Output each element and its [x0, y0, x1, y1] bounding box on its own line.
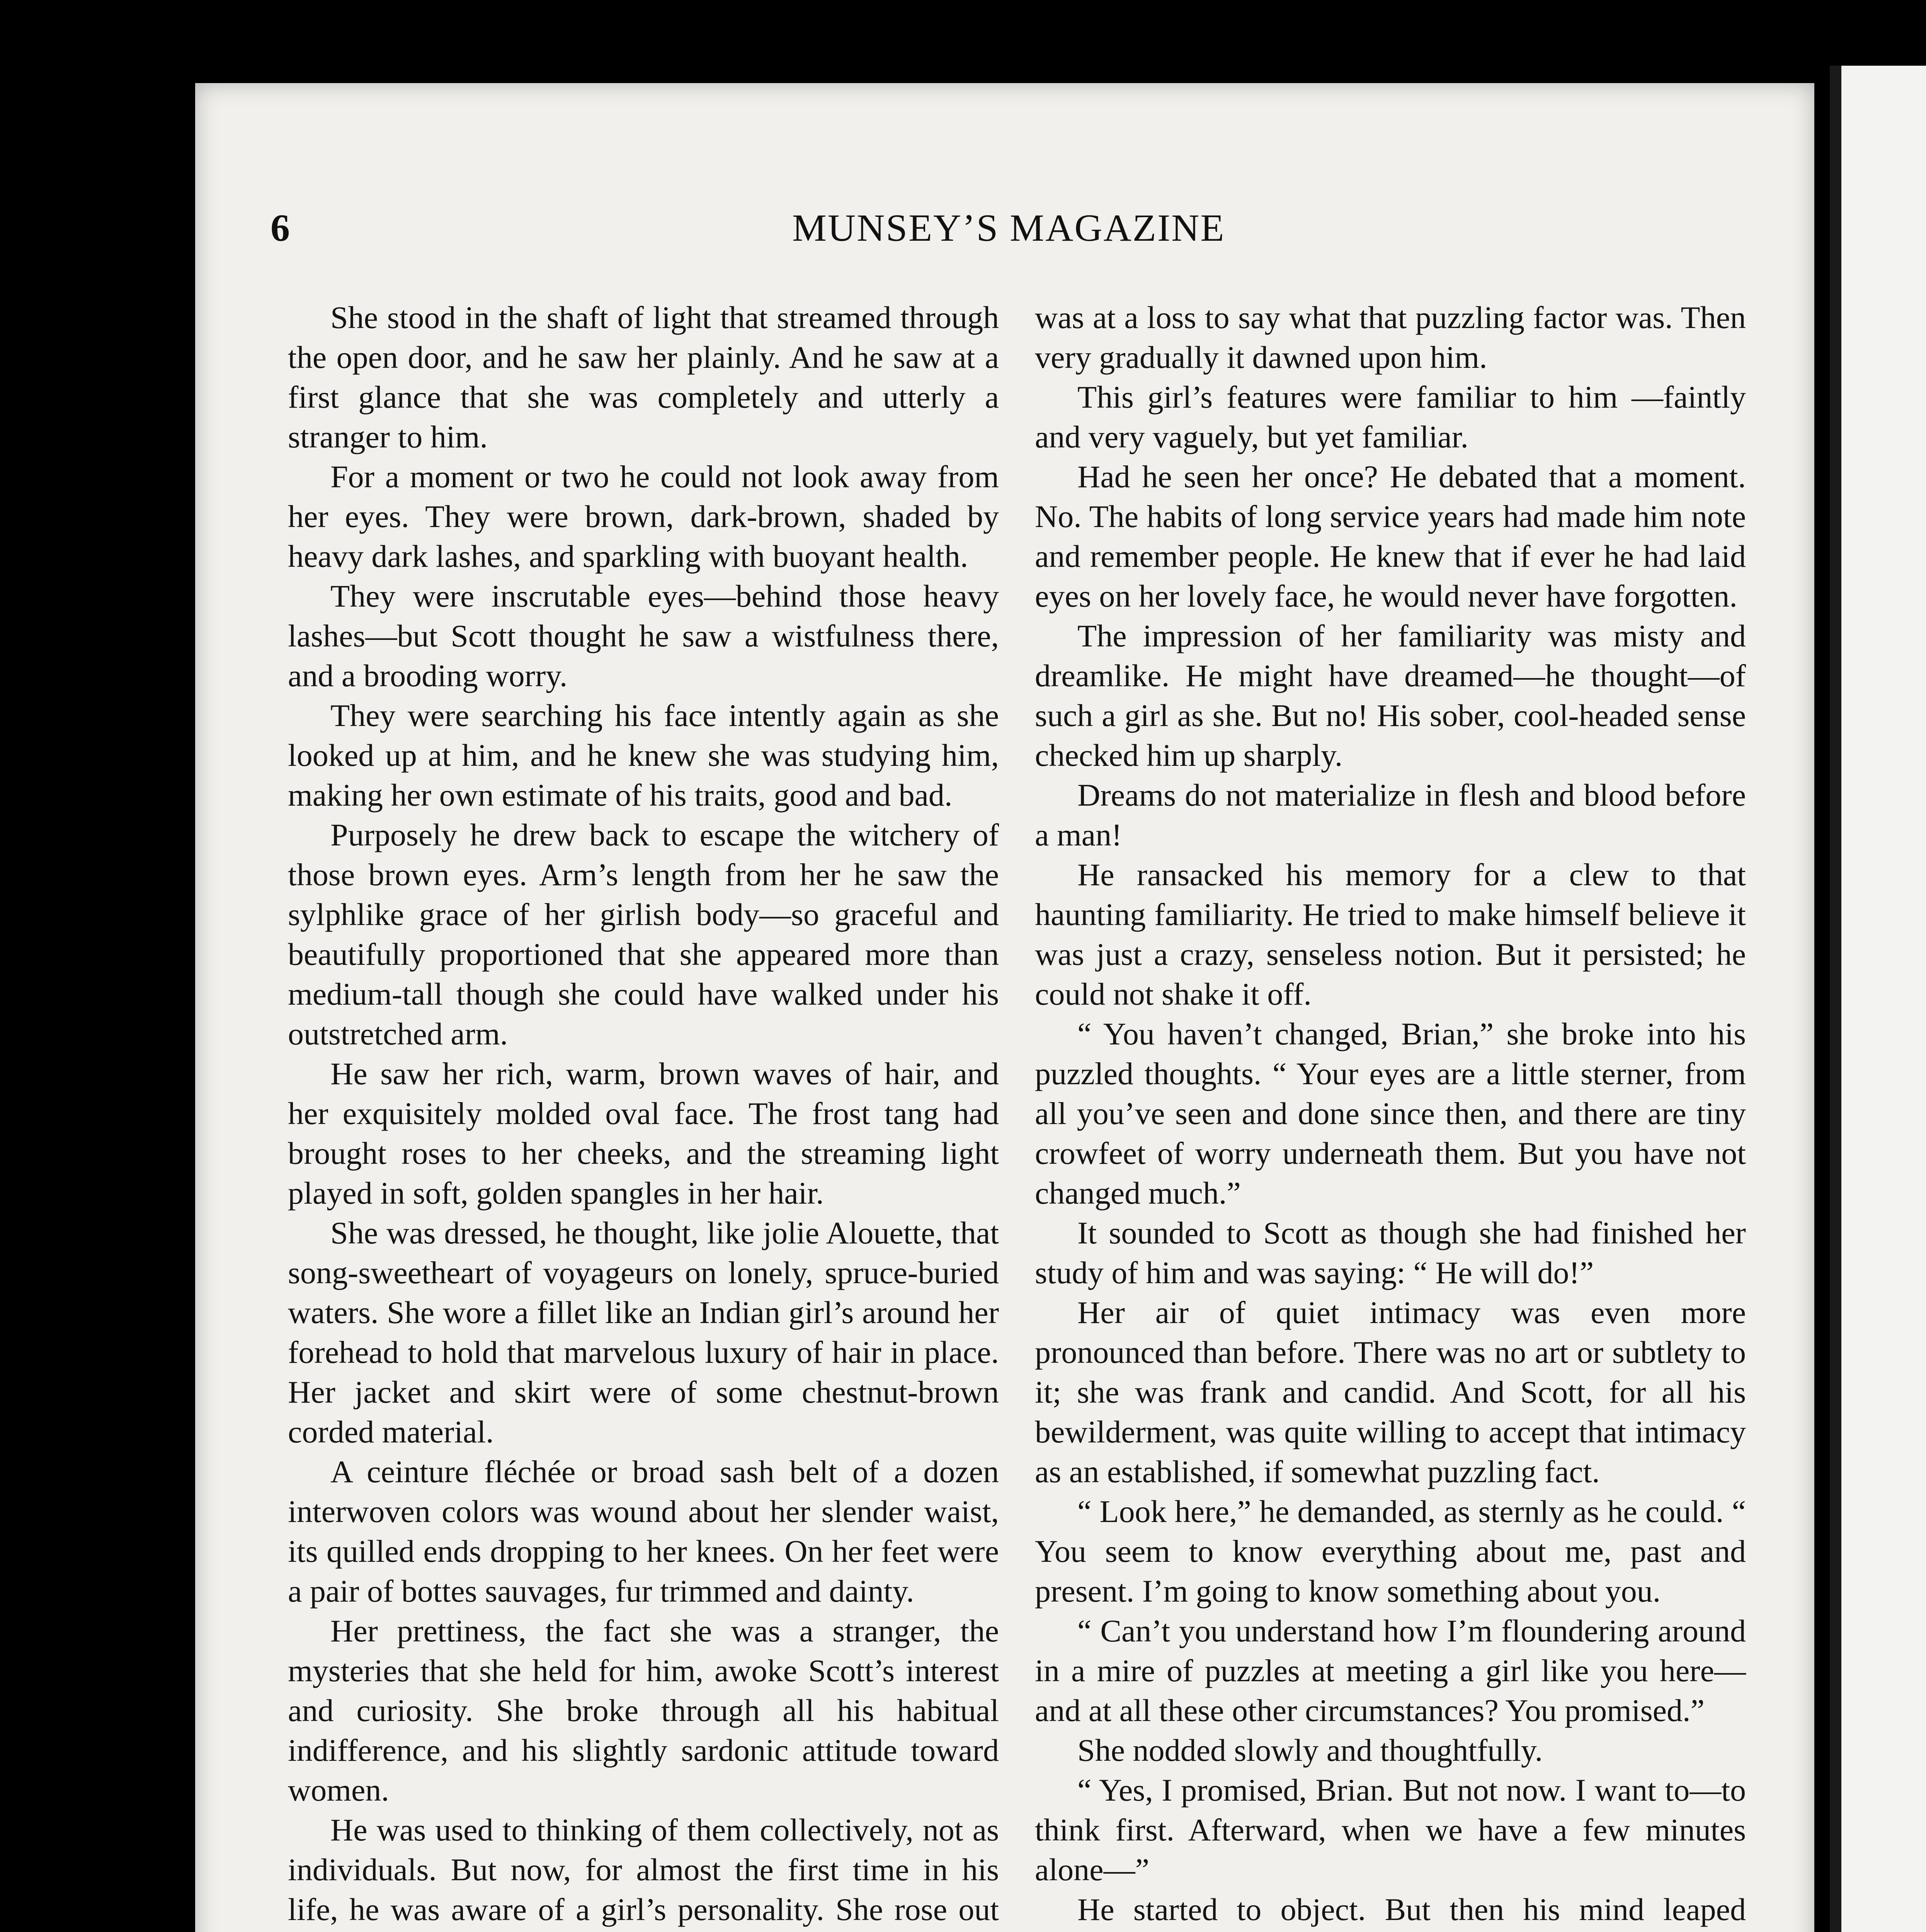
paragraph: “ Yes, I promised, Brian. But not now. I want to—to think first. Afterward, when we have a few minutes alone—” [1035, 1772, 1746, 1887]
paragraph: Purposely he drew back to escape the witchery of those brown eyes. Arm’s length from her he saw the sylphlike grace of her girlish body—so graceful and beautifully proportioned that she appeared more than medium-tall though she could have walked under his outstretched arm. [288, 817, 999, 1051]
paragraph: She was dressed, he thought, like jolie Alouette, that song-sweetheart of voyageurs on lonely, spruce-buried waters. She wore a fillet like an Indian girl’s around her forehead to hold that marvelous luxury of hair in place. Her jacket and skirt were of some chestnut-brown corded material. [288, 1215, 999, 1449]
paragraph: This girl’s features were familiar to him —faintly and very vaguely, but yet familiar. [1035, 379, 1746, 454]
paragraph: Had he seen her once? He debated that a moment. No. The habits of long service years had made him note and remember people. He knew that if ever he had laid eyes on her lovely face, he would never have forgotten. [1035, 459, 1746, 614]
page-gutter [1830, 66, 1841, 1932]
paragraph: For a moment or two he could not look away from her eyes. They were brown, dark-brown, shaded by heavy dark lashes, and sparkling with buoyant health. [288, 459, 999, 574]
paragraph: She stood in the shaft of light that streamed through the open door, and he saw her plainly. And he saw at a first glance that she was completely and utterly a stranger to him. [288, 300, 999, 454]
paragraph: Dreams do not materialize in flesh and blood before a man! [1035, 777, 1746, 852]
facing-page-edge [1830, 66, 1926, 1932]
paragraph: “ Look here,” he demanded, as sternly as he could. “ You seem to know everything about me, past and present. I’m going to know something about you. [1035, 1494, 1746, 1609]
paragraph: Her prettiness, the fact she was a stranger, the mysteries that she held for him, awoke Scott’s interest and curiosity. She broke through all his habitual indifference, and his slightly sardonic attitude toward women. [288, 1613, 999, 1808]
paragraph: Her air of quiet intimacy was even more pronounced than before. There was no art or subtlety to it; she was frank and candid. And Scott, for all his bewilderment, was quite willing to accept that intimacy as an established, if somewhat puzzling fact. [1035, 1295, 1746, 1489]
paragraph: He saw her rich, warm, brown waves of hair, and her exquisitely molded oval face. The frost tang had brought roses to her cheeks, and the streaming light played in soft, golden spangles in her hair. [288, 1056, 999, 1211]
paragraph: A ceinture fléchée or broad sash belt of a dozen interwoven colors was wound about her slender waist, its quilled ends dropping to her knees. On her feet were a pair of bottes sauvages, fur trimmed and dainty. [288, 1454, 999, 1609]
page-number: 6 [271, 206, 290, 249]
paragraph: “ Can’t you understand how I’m floundering around in a mire of puzzles at meeting a girl like you here—and at all these other circumstances? You promised.” [1035, 1613, 1746, 1728]
paragraph: He was used to thinking of them collectively, not as individuals. But now, for almost the first time in his life, he was aware of a girl’s personality. She rose out [288, 1812, 999, 1927]
paragraph: “ You haven’t changed, Brian,” she broke into his puzzled thoughts. “ Your eyes are a little sterner, from all you’ve seen and done since then, and there are tiny crowfeet of worry underneath them. But you have not changed much.” [1035, 1016, 1746, 1211]
text-column-left [288, 298, 999, 1932]
running-head-title: MUNSEY’S MAGAZINE [792, 206, 1225, 249]
paragraph: They were searching his face intently again as she looked up at him, and he knew she was studying him, making her own estimate of his traits, good and bad. [288, 698, 999, 813]
paragraph-continued: was at a loss to say what that puzzling factor was. Then very gradually it dawned upon him. [1035, 300, 1746, 375]
paragraph: He ransacked his memory for a clew to that haunting familiarity. He tried to make himself believe it was just a crazy, senseless notion. But it persisted; he could not shake it off. [1035, 857, 1746, 1012]
paragraph: The impression of her familiarity was misty and dreamlike. He might have dreamed—he thought—of such a girl as she. But no! His sober, cool-headed sense checked him up sharply. [1035, 618, 1746, 773]
text-column-right [1035, 298, 1746, 1932]
paragraph: It sounded to Scott as though she had finished her study of him and was saying: “ He will do!” [1035, 1215, 1746, 1290]
paragraph: He started to object. But then his mind leaped [1077, 1892, 1746, 1927]
paragraph: They were inscrutable eyes—behind those heavy lashes—but Scott thought he saw a wistfulness there, and a brooding worry. [288, 578, 999, 693]
paragraph: She nodded slowly and thoughtfully. [1077, 1733, 1543, 1768]
